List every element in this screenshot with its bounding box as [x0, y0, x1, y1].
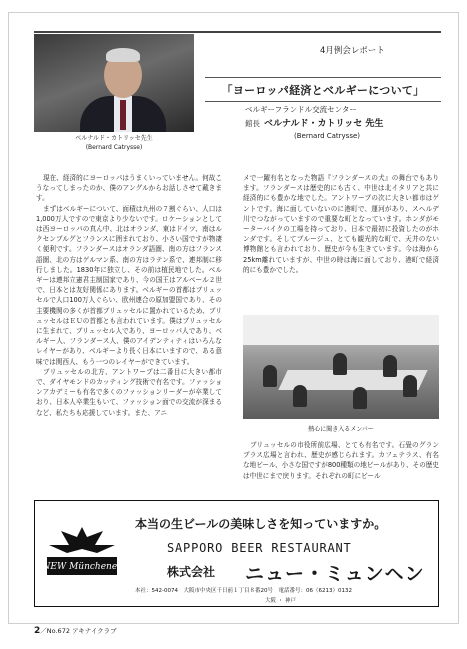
ad-address: 本社：542-0074 大阪市中央区千日前１丁目８番20号 電話番号：06（6213）0132 — [135, 588, 352, 594]
article-column-right: メで一躍有名となった物語『フランダースの犬』の舞台でもあります。フランダースは歴史的にも古く、中世は北イタリアと共に経済的にも豊かな地でした。アントワープの次に大きい都市はゲントです。海に面していないのに港町で、運河があり、スヘルデ川でつながっていますので重要な町となっています。ホンダがモーターバイクの工場を持っており、日本で最初に投資したのがホンダです。そしてブルージュ、とても観光的な町で、天井のない博物館とも言われており、歴史が今も生きています。今は海から25km離れていますが、中世の時は海に面しており、港町で経済的にも豊かでした。 — [243, 174, 439, 274]
speaker-organization: ベルギーフランドル交流センター — [245, 105, 357, 114]
svg-text:NEW Münchener: NEW Münchener — [43, 562, 121, 572]
speaker-name: 館長 ベルナルド・カトリッセ 先生 — [245, 119, 384, 129]
ad-restaurant-name: SAPPORO BEER RESTAURANT — [167, 541, 352, 555]
header-rule — [34, 31, 441, 33]
article-title: 「ヨーロッパ経済とベルギーについて」 — [205, 77, 441, 102]
page-number: 2 — [34, 626, 41, 636]
eagle-logo-icon — [43, 523, 121, 585]
speaker-roman-name: (Bernard Catrysse) — [294, 132, 361, 140]
advertisement — [34, 500, 439, 607]
meeting-photo-caption: 熱心に聞き入るメンバー — [308, 426, 374, 433]
series-label: 4月例会レポート — [320, 46, 385, 56]
meeting-photo — [243, 315, 439, 419]
speaker-photo-caption: ベルナルド・カトリッセ先生 (Bernard Catrysse) — [75, 135, 153, 151]
speaker-role: 館長 — [245, 119, 260, 128]
issue-label: ／No.672 アキナイクラブ — [40, 627, 117, 635]
ad-slogan: 本当の生ビールの美味しさを知っていますか。 — [135, 517, 387, 531]
page-footer — [34, 626, 117, 636]
article-column-left: 現在、経済的にヨーロッパはうまくいっていません。何故こうなってしまったのか、僕のアングルからお話しさせて戴きます。 まずはベルギーについて、面積は九州の７割ぐらい、人口は1,000万人ですので東京より少ないです。ロケーションとしては西ヨーロッパの真ん中、北はオランダ、東はドイツ、南はルクセンブルグとフランスに囲まれており、小さい国ですが物凄く便利です。フランダースはオランダ語圏、南の方はフランス語圏、北の方はゲルマン系、南の方はラテン系で、連邦制に移行しました。1830年に独立し、その前は植民地でした。ベルギーは連邦立憲君主制国家であり、今の国王はアルベール２世で、日本とは友好関係にあります。ベルギーの首都はブリュッセルで人口100万人ぐらい、欧州連合の原加盟国であり、その主要機関の多くが首都ブリュッセルに置かれているため、ブリュッセルはＥＵの首都とも言われています。僕はブリュッセルに生まれて、ブリュッセル人であり、ヨーロッパ人であり、ベルギー人、フランダース人、僕のアイデンティティはいろんなレイヤーがあり、ベルギーより長く日本にいますので、ある意味では関西人、もう一つのレイヤーができています。 ブリュッセルの北方、アントワープは二番目に大きい都市で、ダイヤモンドのカッティング技術で有名です。ファッションアカデミーも有名で多くのファッションリーダーが卒業しており、日本人卒業生もいて、ファッション面での交流が深まるなど、私たちも応援しています。また、アニ — [36, 174, 222, 417]
ad-brand-name: ニュー・ミュンヘン — [245, 563, 425, 585]
ad-company-type: 株式会社 — [167, 565, 216, 579]
article-column-right-continued: ブリュッセルの市役所前広場、とても有名です。石畳のグランプラス広場と言われ、歴史が感じられます。カフェテラス、有名な地ビール、小さな国ですが800種類の地ビールがあり、その歴史は中世にまで戻ります。それぞれの町にビール — [243, 441, 439, 480]
speaker-photo — [34, 34, 194, 132]
ad-branches: 大阪 ・ 神戸 — [265, 598, 296, 604]
